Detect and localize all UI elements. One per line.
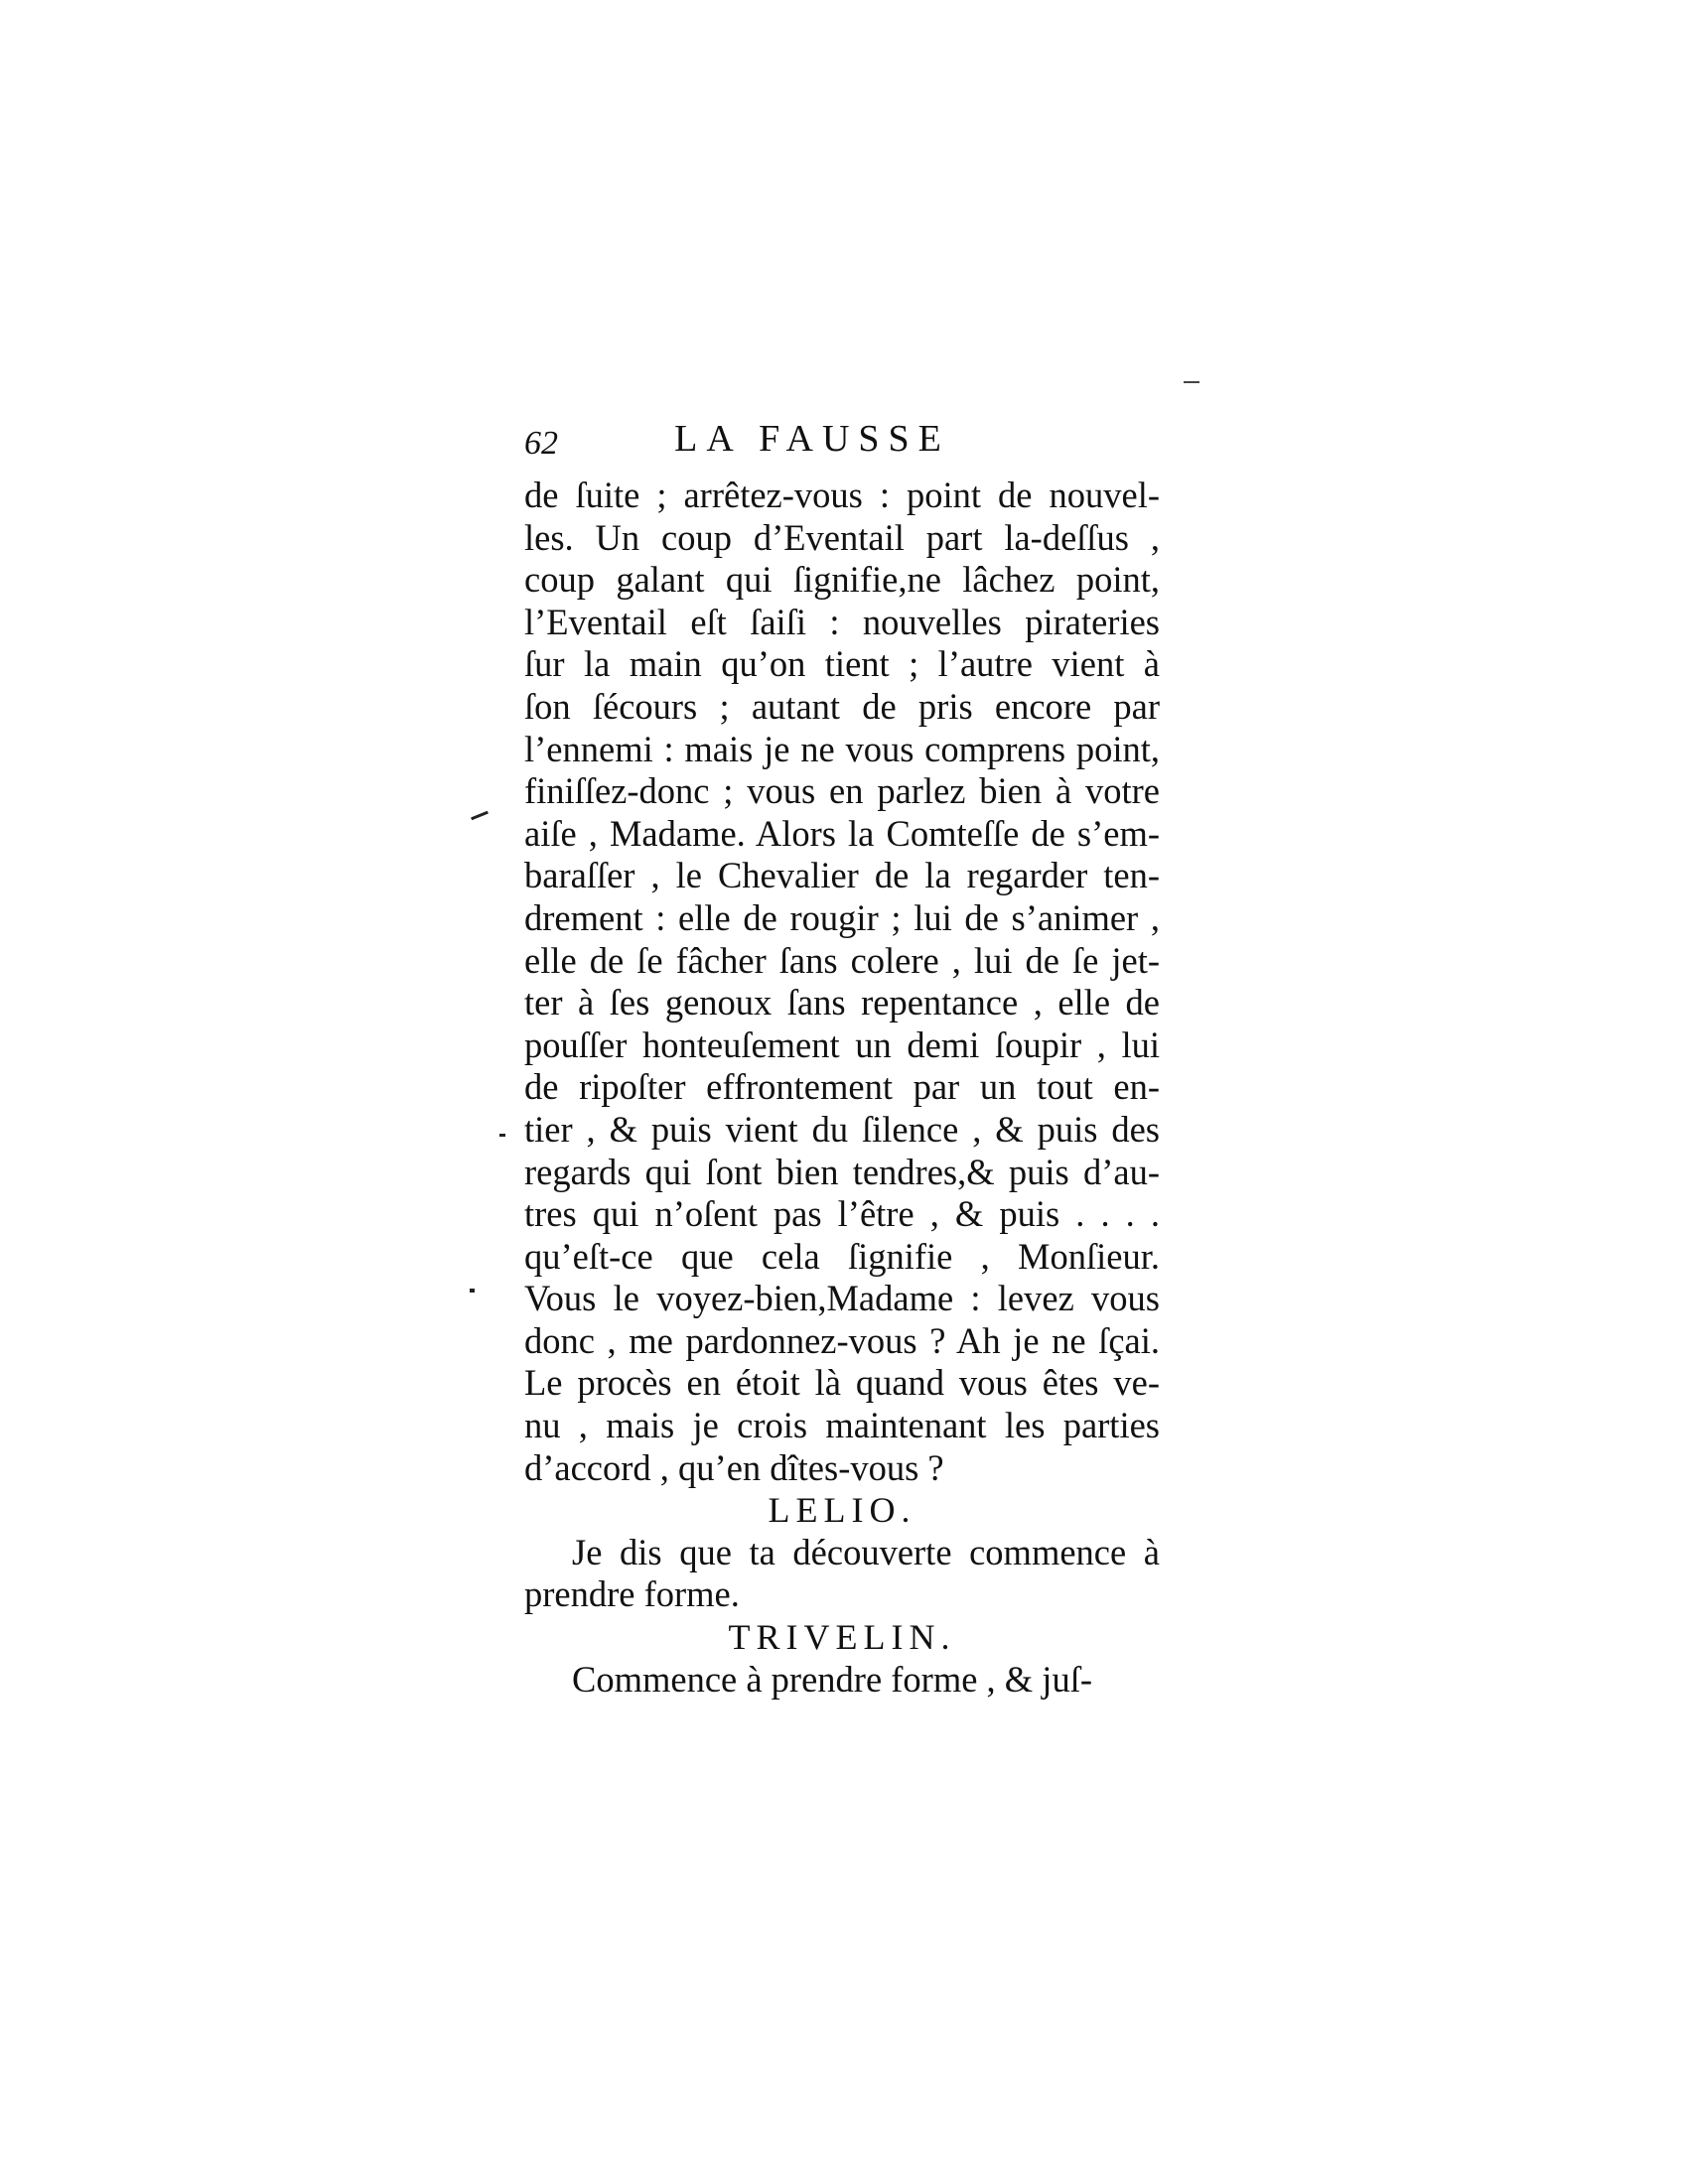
text-line: d’accord , qu’en dîtes-vous ? [524, 1446, 944, 1488]
text-line: de ripoſter effrontement par un tout en- [524, 1066, 1160, 1108]
speaker-name: TRIVELIN. [728, 1617, 956, 1658]
text-line: Le procès en étoit là quand vous êtes ve- [524, 1362, 1160, 1404]
running-title: LA FAUSSE [674, 418, 950, 460]
text-line: l’ennemi : mais je ne vous comprens point, [524, 728, 1160, 769]
margin-mark [499, 1134, 505, 1137]
stray-mark [1184, 381, 1199, 383]
text-line: aiſe , Madame. Alors la Comteſſe de s’em- [524, 812, 1160, 854]
text-line: de ſuite ; arrêtez-vous : point de nouvel- [524, 475, 1160, 515]
speech-line: prendre forme. [524, 1573, 740, 1615]
text-line: baraſſer , le Chevalier de la regarder ten- [524, 855, 1160, 896]
text-line: ter à ſes genoux ſans repentance , elle de [524, 982, 1160, 1024]
text-line: donc , me pardonnez-vous ? Ah je ne ſçai. [524, 1319, 1160, 1361]
text-line: qu’eſt-ce que cela ſignifie , Monſieur. [524, 1235, 1160, 1277]
text-line: elle de ſe fâcher ſans colere , lui de ſe jet- [524, 939, 1160, 981]
text-line: Vous le voyez-bien,Madame : levez vous [524, 1278, 1160, 1319]
body-text [524, 475, 1160, 1701]
speech-line: Commence à prendre forme , & juſ- [572, 1658, 1092, 1700]
text-line: regards qui ſont bien tendres,& puis d’au- [524, 1151, 1160, 1192]
page-header [524, 417, 1160, 473]
text-line: ſon ſécours ; autant de pris encore par [524, 685, 1160, 727]
margin-mark [471, 811, 489, 821]
text-line: les. Un coup d’Eventail part la-deſſus , [524, 516, 1160, 558]
page-number: 62 [524, 425, 558, 462]
text-line: coup galant qui ſignifie,ne lâchez point, [524, 559, 1160, 601]
text-line: tier , & puis vient du ſilence , & puis des [524, 1108, 1160, 1150]
text-line: drement : elle de rougir ; lui de s’animer , [524, 896, 1160, 938]
speech-line: Je dis que ta découverte commence à [572, 1531, 1160, 1572]
text-line: ſur la main qu’on tient ; l’autre vient à [524, 643, 1160, 685]
margin-mark [470, 1289, 475, 1293]
text-line: finiſſez-donc ; vous en parlez bien à votre [524, 770, 1160, 812]
text-line: tres qui n’oſent pas l’être , & puis . . . . [524, 1193, 1160, 1235]
speaker-name: LELIO. [768, 1490, 916, 1531]
text-line: nu , mais je crois maintenant les parties [524, 1405, 1160, 1446]
text-line: pouſſer honteuſement un demi ſoupir , lui [524, 1024, 1160, 1065]
text-line: l’Eventail eſt ſaiſi : nouvelles pirateries [524, 601, 1160, 642]
